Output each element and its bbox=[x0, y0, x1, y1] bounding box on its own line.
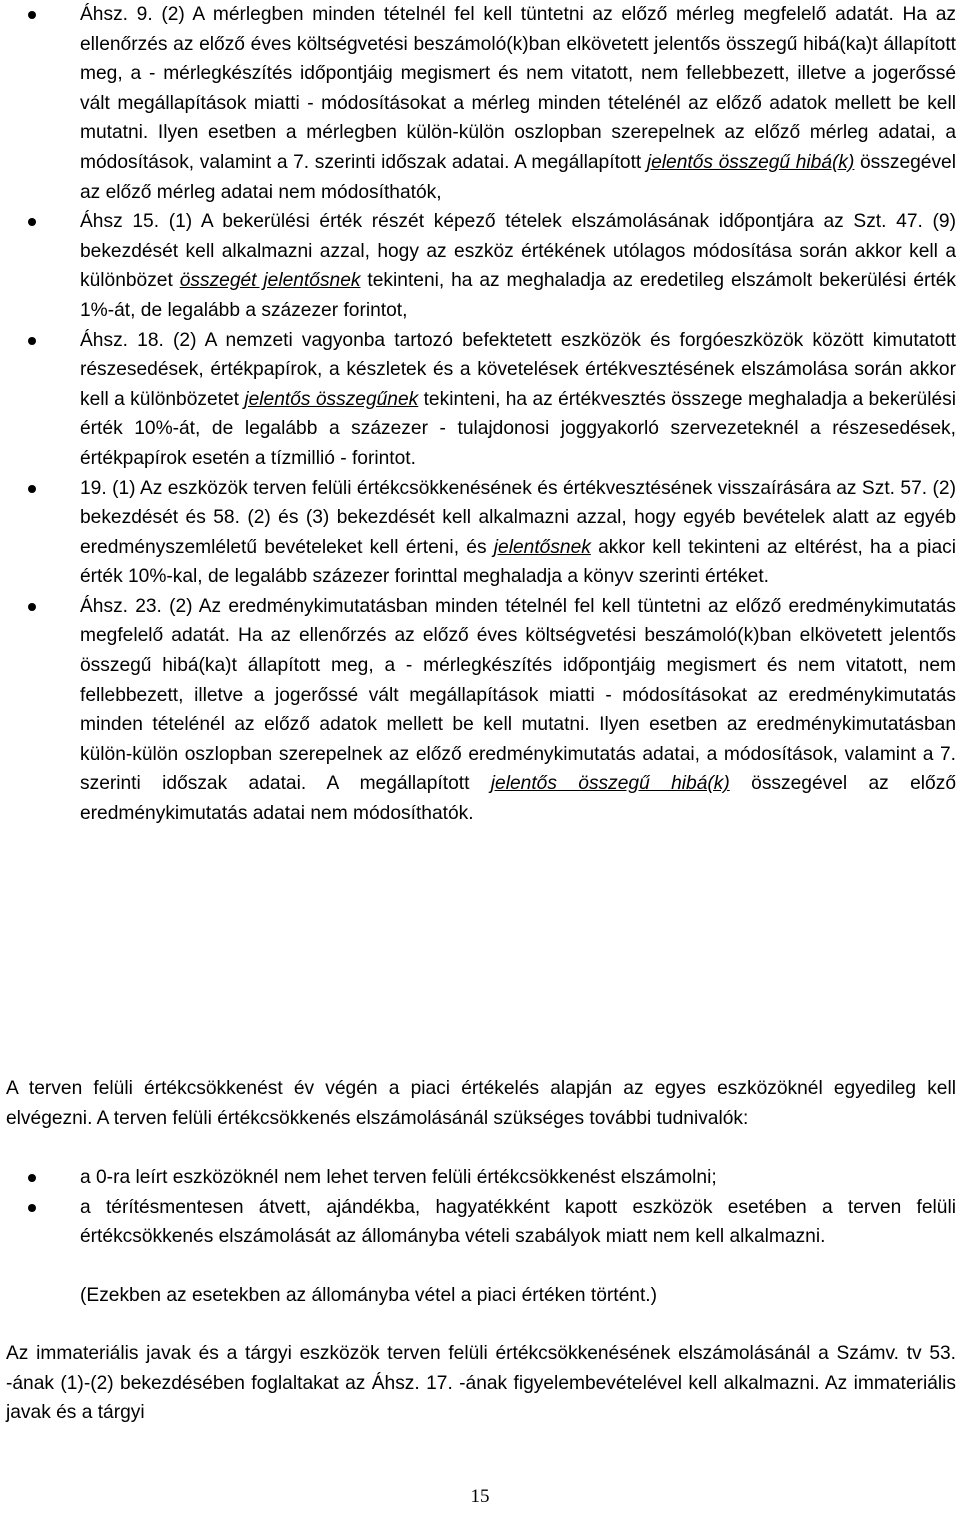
underlined-term: jelentős összegű hibá(k) bbox=[490, 773, 730, 795]
underlined-term: jelentősnek bbox=[493, 536, 591, 558]
parenthetical-note: (Ezekben az esetekben az állományba vétel a piaci értéken történt.) bbox=[80, 1285, 658, 1306]
page-number: 15 bbox=[470, 1486, 490, 1507]
list-item: a térítésmentesen átvett, ajándékba, hagyatékként kapott eszközök esetében a terven felüli értékcsökkenés elszámolását az állományba vételi szabályok miatt nem kell alkalmazni. bbox=[0, 1193, 960, 1252]
list-item: Áhsz. 23. (2) Az eredménykimutatásban minden tételnél fel kell tüntetni az előző eredménykimutatás megfelelő adatát. Ha az ellenőrzés az előző éves költségvetési beszámoló(k)ban elkövetett jelentős összegű hibá(ka)t állapított meg, a - mérlegkészítés időpontjáig megismert és nem vitatott, nem fellebbezett, illetve a jogerőssé vált megállapítások miatti - módosításokat az eredménykimutatás minden tételénél az előző adatok mellett be kell mutatni. Ilyen esetben az eredménykimutatásban külön-külön oszlopban szerepelnek az előző eredménykimutatás adatai, a módosítások, valamint a 7. szerinti időszak adatai. A megállapított jelentős összegű hibá(k) összegével az előző eredménykimutatás adatai nem módosíthatók. bbox=[0, 592, 960, 829]
bullet-icon bbox=[28, 1204, 36, 1212]
bullet-icon bbox=[28, 218, 36, 226]
underlined-term: összegét jelentősnek bbox=[179, 270, 361, 292]
bullet-icon bbox=[28, 485, 36, 493]
paragraph-impairment-intro: A terven felüli értékcsökkenést év végén a piaci értékelés alapján az egyes eszközöknél egyedileg kell elvégezni. A terven felüli értékcsökkenés elszámolásánál szükséges további tudnivalók: bbox=[6, 1078, 956, 1129]
underlined-term: jelentős összegűnek bbox=[244, 388, 419, 410]
list-item: 19. (1) Az eszközök terven felüli értékcsökkenésének és értékvesztésének visszaírására az Szt. 57. (2) bekezdését és 58. (2) és (3) bekezdését kell alkalmazni azzal, hogy egyéb bevételek alatt az egyéb eredményszemléletű bevételeket kell érteni, és jelentősnek akkor kell tekinteni az eltérést, ha a piaci érték 10%-kal, de legalább százezer forinttal meghaladja a könyv szerinti értéket. bbox=[0, 474, 960, 592]
bullet-icon bbox=[28, 337, 36, 345]
list-item: Áhsz. 18. (2) A nemzeti vagyonba tartozó befektetett eszközök és forgóeszközök között kimutatott részesedések, értékpapírok, a készletek és a követelések értékvesztésének elszámolása során akkor kell a különbözetet jelentős összegűnek tekinteni, ha az értékvesztés összege meghaladja a bekerülési érték 10%-át, de legalább a százezer - tulajdonosi joggyakorló szervezeteknél a részesedések, értékpapírok esetén a tízmillió - forintot. bbox=[0, 326, 960, 474]
list-item: a 0-ra leírt eszközöknél nem lehet terven felüli értékcsökkenést elszámolni; bbox=[0, 1163, 960, 1193]
underlined-term: jelentős összegű hibá(k) bbox=[646, 151, 855, 173]
paragraph-intangible-assets: Az immateriális javak és a tárgyi eszközök terven felüli értékcsökkenésének elszámolásánál a Számv. tv 53. -ának (1)-(2) bekezdésében foglaltakat az Áhsz. 17. -ának figyelembevételével kell alkalmazni. Az immateriális javak és a tárgyi bbox=[6, 1343, 956, 1424]
list-item: Áhsz 15. (1) A bekerülési érték részét képező tételek elszámolásának időpontjára az Szt. 47. (9) bekezdését kell alkalmazni azzal, hogy az eszköz értékének utólagos módosítása során akkor kell a különbözet összegét jelentősnek tekinteni, ha az meghaladja az eredetileg elszámolt bekerülési érték 1%-át, de legalább a százezer forintot, bbox=[0, 207, 960, 325]
bullet-icon bbox=[28, 11, 36, 19]
list-item: Áhsz. 9. (2) A mérlegben minden tételnél fel kell tüntetni az előző mérleg megfelelő adatát. Ha az ellenőrzés az előző éves költségvetési beszámoló(k)ban elkövetett jelentős összegű hibá(ka)t állapított meg, a - mérlegkészítés időpontjáig megismert és nem vitatott, nem fellebbezett, illetve a jogerőssé vált megállapítások miatti - módosításokat a mérleg minden tételénél az előző adatok mellett be kell mutatni. Ilyen esetben a mérlegben külön-külön oszlopban szerepelnek az előző mérleg adatai, a módosítások, valamint a 7. szerinti időszak adatai. A megállapított jelentős összegű hibá(k) összegével az előző mérleg adatai nem módosíthatók, bbox=[0, 0, 960, 207]
bullet-icon bbox=[28, 1174, 36, 1182]
bullet-icon bbox=[28, 603, 36, 611]
impairment-notes-list bbox=[0, 1163, 960, 1252]
